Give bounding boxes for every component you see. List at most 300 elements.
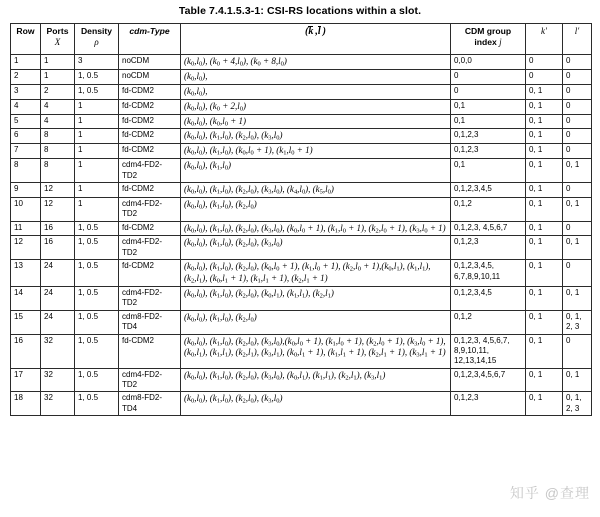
- cell-density-value: 1, 0.5: [78, 237, 99, 247]
- cell-density: [75, 144, 119, 159]
- cell-row: [11, 260, 41, 287]
- cell-cdm-group-index: [451, 84, 526, 99]
- cell-cdm-type: [119, 334, 181, 368]
- cell-density: [75, 286, 119, 310]
- cell-row: [11, 368, 41, 392]
- cell-ports-value: 2: [44, 85, 49, 95]
- cell-density: [75, 69, 119, 84]
- cell-ports-value: 12: [44, 183, 53, 193]
- cell-k-prime: [526, 221, 563, 236]
- cell-ports: [41, 310, 75, 334]
- cell-cdm-group-index: [451, 159, 526, 183]
- cell-kl-value: $(k_0,l_0)$, $(k_1,l_0)$, $(k_2,l_0)$, $(k_3,l_0)$, $(k_0,l_1)$, $(k_1,l_1)$, $(k_2,l_1)$, $(k_3,l_1)$: [184, 369, 386, 382]
- cell-cdm-type: [119, 99, 181, 114]
- cell-row: [11, 144, 41, 159]
- table-row: [11, 182, 592, 197]
- cell-k-prime: [526, 159, 563, 183]
- column-header-ports: [41, 24, 75, 55]
- cell-l-prime: [563, 392, 592, 416]
- cell-cdm-group-index-value: 0,1: [454, 115, 466, 125]
- cell-cdm-type-value: fd-CDM2: [122, 183, 155, 193]
- cell-k-prime: [526, 286, 563, 310]
- cell-kl-value: $(k_0,l_0)$, $(k_1,l_0)$, $(k_2,l_0)$, $(k_3,l_0),(k_0,l_0 + 1)$, $(k_1,l_0 + 1)$, $(k_2,l_0 + 1)$, $(k_3,l_0 + 1)$, $(k_0,l_1)$, $(k_1,l_1)$, $(k_2,l_1)$, $(k_3,l_1)$, $(k_0,l_1 + 1)$, $(k_1,l_1 + 1)$, $(k_2,l_1 + 1)$, $(k_3,l_1 + 1)$: [184, 335, 446, 360]
- cell-l-prime-value: 0, 1: [566, 369, 580, 379]
- column-header-cdm-group-sub-text: index: [474, 37, 497, 48]
- cell-cdm-type-value: fd-CDM2: [122, 130, 155, 140]
- cell-ports-value: 4: [44, 115, 49, 125]
- cell-density: [75, 368, 119, 392]
- cell-density: [75, 236, 119, 260]
- cell-cdm-group-index: [451, 368, 526, 392]
- cell-l-prime-value: 0: [566, 56, 571, 65]
- cell-k-prime: [526, 114, 563, 129]
- cell-l-prime: [563, 197, 592, 221]
- cell-row: [11, 236, 41, 260]
- cell-cdm-group-index: [451, 114, 526, 129]
- cell-cdm-type: [119, 182, 181, 197]
- cell-cdm-group-index: [451, 286, 526, 310]
- cell-l-prime-value: 0, 1: [566, 160, 580, 170]
- cell-l-prime-value: 0: [566, 70, 571, 80]
- table-row: [11, 197, 592, 221]
- cell-kl: [181, 310, 451, 334]
- cell-kl-value: $(k_0,l_0)$, $(k_1,l_0)$, $(k_2,l_0)$, $(k_3,l_0)$, $(k_0,l_0 + 1)$, $(k_1,l_0 + 1)$, $(k_2,l_0 + 1)$, $(k_3,l_0 + 1)$: [184, 222, 446, 235]
- cell-k-prime-value: 0, 1: [529, 393, 543, 403]
- cell-cdm-type-value: cdm4-FD2-TD2: [122, 160, 163, 180]
- column-header-cdm-type-label: cdm-Type: [129, 26, 170, 36]
- cell-kl: [181, 368, 451, 392]
- cell-l-prime: [563, 368, 592, 392]
- cell-kl-value: $(k_0,l_0)$, $(k_1,l_0)$, $(k_2,l_0)$: [184, 198, 257, 211]
- cell-row-value: 3: [14, 85, 19, 95]
- cell-ports: [41, 144, 75, 159]
- cell-ports-value: 16: [44, 222, 53, 232]
- cell-cdm-group-index-value: 0,1,2,3,4,5: [454, 287, 492, 297]
- column-header-density-label: Density: [80, 26, 113, 36]
- cell-k-prime: [526, 368, 563, 392]
- cell-cdm-group-index: [451, 55, 526, 70]
- cell-kl-value: $(k_0,l_0)$, $(k_0,l_0 + 1)$: [184, 115, 247, 128]
- cell-density-value: 1: [78, 100, 83, 110]
- cell-kl: [181, 55, 451, 70]
- cell-l-prime-value: 0: [566, 115, 571, 125]
- cell-row: [11, 392, 41, 416]
- cell-ports-value: 8: [44, 130, 49, 140]
- table-row: [11, 144, 592, 159]
- cell-kl-value: $(k_0,l_0)$,: [184, 70, 208, 83]
- column-header-ports-label: Ports: [46, 26, 69, 36]
- cell-k-prime-value: 0, 1: [529, 222, 543, 232]
- table-header: [11, 24, 592, 55]
- cell-l-prime: [563, 260, 592, 287]
- column-header-density: [75, 24, 119, 55]
- cell-ports-value: 32: [44, 393, 53, 403]
- cell-kl-value: $(k_0,l_0)$,: [184, 85, 208, 98]
- cell-density-value: 1: [78, 198, 83, 208]
- cell-cdm-type-value: noCDM: [122, 70, 150, 80]
- cell-ports: [41, 260, 75, 287]
- cell-kl: [181, 129, 451, 144]
- cell-row: [11, 182, 41, 197]
- cell-cdm-group-index-value: 0,1,2,3,4,5,6,7: [454, 369, 506, 379]
- cell-l-prime-value: 0: [566, 85, 571, 95]
- cell-density-value: 1: [78, 160, 83, 170]
- cell-density-value: 1, 0.5: [78, 311, 99, 321]
- cell-density: [75, 197, 119, 221]
- cell-l-prime: [563, 144, 592, 159]
- column-header-l-prime-label: l′: [574, 26, 580, 36]
- column-header-ports-symbol: X: [54, 37, 61, 48]
- cell-ports-value: 16: [44, 237, 53, 247]
- table-row: [11, 286, 592, 310]
- cell-cdm-type: [119, 129, 181, 144]
- cell-k-prime-value: 0, 1: [529, 287, 543, 297]
- cell-density: [75, 55, 119, 70]
- cell-ports: [41, 368, 75, 392]
- cell-density: [75, 182, 119, 197]
- cell-row: [11, 334, 41, 368]
- cell-density-value: 1, 0.5: [78, 70, 99, 80]
- csi-rs-locations-table: [10, 23, 592, 416]
- table-row: [11, 368, 592, 392]
- cell-l-prime: [563, 286, 592, 310]
- cell-k-prime: [526, 197, 563, 221]
- cell-k-prime-value: 0: [529, 56, 534, 65]
- cell-kl-value: $(k_0,l_0)$, $(k_1,l_0)$, $(k_2,l_0)$, $(k_0,l_0 + 1)$, $(k_1,l_0 + 1)$, $(k_2,l_0 + 1),(k_0,l_1)$, $(k_1,l_1)$, $(k_2,l_1)$, $(k_0,l_1 + 1)$, $(k_1,l_1 + 1)$, $(k_2,l_1 + 1)$: [184, 261, 431, 285]
- cell-row-value: 9: [14, 183, 19, 193]
- cell-l-prime-value: 0, 1: [566, 198, 580, 208]
- cell-kl: [181, 69, 451, 84]
- cell-cdm-type: [119, 197, 181, 221]
- cell-density: [75, 84, 119, 99]
- cell-ports: [41, 114, 75, 129]
- cell-cdm-type-value: fd-CDM2: [122, 100, 155, 110]
- cell-ports: [41, 392, 75, 416]
- cell-kl: [181, 197, 451, 221]
- cell-kl: [181, 84, 451, 99]
- cell-cdm-group-index-value: 0: [454, 70, 459, 80]
- cell-k-prime-value: 0: [529, 70, 534, 80]
- cell-cdm-type: [119, 392, 181, 416]
- cell-cdm-type: [119, 236, 181, 260]
- cell-ports-value: 24: [44, 311, 53, 321]
- cell-k-prime-value: 0, 1: [529, 130, 543, 140]
- cell-density-value: 1, 0.5: [78, 287, 99, 297]
- cell-row: [11, 197, 41, 221]
- cell-l-prime-value: 0, 1, 2, 3: [566, 311, 582, 332]
- cell-cdm-type-value: fd-CDM2: [122, 261, 155, 271]
- cell-l-prime-value: 0: [566, 100, 571, 110]
- cell-cdm-group-index-value: 0,1,2,3,4,5: [454, 183, 492, 193]
- table-row: [11, 334, 592, 368]
- table-row: [11, 69, 592, 84]
- cell-kl: [181, 334, 451, 368]
- cell-ports: [41, 99, 75, 114]
- cell-cdm-group-index: [451, 99, 526, 114]
- table-caption: Table 7.4.1.5.3-1: CSI-RS locations within a slot.: [178, 5, 422, 17]
- cell-row-value: 15: [14, 311, 23, 321]
- cell-kl-value: $(k_0,l_0)$, $(k_1,l_0)$, $(k_2,l_0)$: [184, 311, 257, 324]
- cell-l-prime-value: 0: [566, 130, 571, 140]
- cell-ports: [41, 159, 75, 183]
- cell-k-prime: [526, 236, 563, 260]
- cell-cdm-type-value: cdm4-FD2-TD2: [122, 369, 163, 390]
- cell-density-value: 1, 0.5: [78, 222, 99, 232]
- cell-kl: [181, 221, 451, 236]
- cell-kl: [181, 99, 451, 114]
- cell-cdm-type: [119, 69, 181, 84]
- cell-cdm-group-index-value: 0,1,2,3: [454, 237, 479, 247]
- cell-density-value: 1: [78, 130, 83, 140]
- cell-l-prime-value: 0, 1: [566, 287, 580, 297]
- cell-cdm-group-index: [451, 144, 526, 159]
- cell-cdm-group-index-value: 0,1: [454, 100, 466, 110]
- cell-row: [11, 159, 41, 183]
- cell-cdm-group-index: [451, 236, 526, 260]
- table-row: [11, 260, 592, 287]
- cell-k-prime-value: 0, 1: [529, 335, 543, 345]
- cell-cdm-group-index: [451, 129, 526, 144]
- table-row: [11, 310, 592, 334]
- cell-cdm-group-index: [451, 392, 526, 416]
- cell-cdm-type-value: fd-CDM2: [122, 115, 155, 125]
- cell-cdm-type-value: cdm4-FD2-TD2: [122, 198, 163, 219]
- cell-l-prime-value: 0: [566, 335, 571, 345]
- cell-ports-value: 1: [44, 70, 49, 80]
- watermark: 知乎 @查理: [509, 485, 590, 501]
- cell-l-prime: [563, 310, 592, 334]
- cell-k-prime: [526, 144, 563, 159]
- cell-ports-value: 4: [44, 100, 49, 110]
- cell-kl: [181, 286, 451, 310]
- cell-row: [11, 286, 41, 310]
- cell-row-value: 7: [14, 145, 19, 155]
- cell-row: [11, 99, 41, 114]
- cell-cdm-group-index: [451, 197, 526, 221]
- cell-cdm-type-value: fd-CDM2: [122, 85, 155, 95]
- cell-k-prime-value: 0, 1: [529, 160, 543, 170]
- cell-row-value: 14: [14, 287, 23, 297]
- cell-k-prime-value: 0, 1: [529, 100, 543, 110]
- cell-cdm-type: [119, 221, 181, 236]
- cell-ports: [41, 69, 75, 84]
- cell-row-value: 16: [14, 335, 23, 345]
- cell-l-prime: [563, 159, 592, 183]
- cell-ports-value: 32: [44, 335, 53, 345]
- cell-ports-value: 24: [44, 261, 53, 271]
- cell-cdm-group-index-value: 0,1: [454, 160, 466, 170]
- cell-density-value: 1, 0.5: [78, 369, 99, 379]
- cell-l-prime-value: 0, 1: [566, 237, 580, 247]
- cell-row: [11, 129, 41, 144]
- cell-k-prime-value: 0, 1: [529, 145, 543, 155]
- cell-l-prime: [563, 55, 592, 70]
- cell-kl-value: $(k_0,l_0)$, $(k_1,l_0)$, $(k_2,l_0)$, $(k_3,l_0)$: [184, 393, 283, 406]
- cell-row: [11, 69, 41, 84]
- cell-l-prime-value: 0: [566, 222, 571, 232]
- cell-row-value: 11: [14, 222, 23, 232]
- cell-k-prime: [526, 129, 563, 144]
- column-header-k-prime-label: k′: [541, 26, 547, 36]
- cell-ports-value: 24: [44, 287, 53, 297]
- cell-l-prime: [563, 221, 592, 236]
- cell-row-value: 4: [14, 100, 19, 110]
- cell-cdm-type: [119, 260, 181, 287]
- cell-l-prime: [563, 182, 592, 197]
- cell-k-prime: [526, 182, 563, 197]
- cell-cdm-type: [119, 286, 181, 310]
- cell-cdm-group-index-value: 0,1,2,3: [454, 393, 479, 403]
- cell-row: [11, 114, 41, 129]
- cell-k-prime-value: 0, 1: [529, 115, 543, 125]
- table-row: [11, 221, 592, 236]
- cell-ports: [41, 334, 75, 368]
- cell-row-value: 1: [14, 56, 19, 65]
- cell-cdm-group-index-value: 0: [454, 85, 459, 95]
- cell-l-prime-value: 0: [566, 183, 571, 193]
- cell-l-prime: [563, 69, 592, 84]
- cell-cdm-type-value: noCDM: [122, 56, 150, 65]
- cell-density: [75, 221, 119, 236]
- cell-l-prime-value: 0, 1, 2, 3: [566, 393, 582, 413]
- cell-row: [11, 84, 41, 99]
- cell-kl-value: $(k_0,l_0)$, $(k_1,l_0)$, $(k_2,l_0)$, $(k_3,l_0)$: [184, 237, 283, 250]
- table-row: [11, 392, 592, 416]
- cell-cdm-group-index: [451, 69, 526, 84]
- table-row: [11, 159, 592, 183]
- cell-l-prime-value: 0: [566, 261, 571, 271]
- cell-ports-value: 32: [44, 369, 53, 379]
- cell-ports: [41, 182, 75, 197]
- cell-k-prime-value: 0, 1: [529, 237, 543, 247]
- cell-row: [11, 55, 41, 70]
- cell-k-prime: [526, 55, 563, 70]
- cell-kl: [181, 182, 451, 197]
- cell-k-prime: [526, 310, 563, 334]
- cell-l-prime: [563, 99, 592, 114]
- cell-row-value: 17: [14, 369, 23, 379]
- cell-density: [75, 392, 119, 416]
- cell-cdm-type: [119, 159, 181, 183]
- cell-density-value: 3: [78, 56, 83, 65]
- cell-cdm-type-value: cdm8-FD2-TD4: [122, 311, 163, 332]
- table-row: [11, 129, 592, 144]
- cell-row-value: 2: [14, 70, 19, 80]
- cell-row-value: 13: [14, 261, 23, 271]
- cell-l-prime-value: 0: [566, 145, 571, 155]
- cell-k-prime-value: 0, 1: [529, 183, 543, 193]
- cell-row-value: 8: [14, 160, 19, 170]
- column-header-cdm-group-label: CDM group: [464, 26, 512, 36]
- cell-row-value: 6: [14, 130, 19, 140]
- cell-density-value: 1, 0.5: [78, 335, 99, 345]
- column-header-kl: [181, 24, 451, 55]
- cell-density-value: 1: [78, 145, 83, 155]
- column-header-l-prime: [563, 24, 592, 55]
- table-row: [11, 99, 592, 114]
- cell-density: [75, 99, 119, 114]
- cell-kl: [181, 159, 451, 183]
- cell-kl-value: $(k_0,l_0)$, $(k_1,l_0)$, $(k_2,l_0)$, $(k_0,l_1)$, $(k_1,l_1)$, $(k_2,l_1)$: [184, 287, 334, 300]
- cell-density: [75, 114, 119, 129]
- cell-k-prime-value: 0, 1: [529, 198, 543, 208]
- column-header-cdm-group-sub: [454, 37, 522, 49]
- table-row: [11, 55, 592, 70]
- cell-density: [75, 334, 119, 368]
- cell-kl-value: $(k_0,l_0)$, $(k_0 + 4,l_0)$, $(k_0 + 8,l_0)$: [184, 56, 287, 68]
- cell-density-value: 1, 0.5: [78, 85, 99, 95]
- table-row: [11, 84, 592, 99]
- cell-l-prime: [563, 114, 592, 129]
- cell-cdm-group-index: [451, 310, 526, 334]
- cell-row-value: 10: [14, 198, 23, 208]
- cell-ports: [41, 197, 75, 221]
- cell-kl: [181, 114, 451, 129]
- column-header-row-label: Row: [16, 26, 35, 36]
- cell-ports: [41, 129, 75, 144]
- cell-cdm-group-index: [451, 260, 526, 287]
- column-header-cdm-type: [119, 24, 181, 55]
- cell-k-prime-value: 0, 1: [529, 369, 543, 379]
- table-row: [11, 114, 592, 129]
- cell-cdm-type-value: fd-CDM2: [122, 222, 155, 232]
- cell-density-value: 1, 0.5: [78, 261, 99, 271]
- column-header-cdm-group-symbol: j: [499, 37, 502, 48]
- cell-density-value: 1: [78, 183, 83, 193]
- cell-l-prime: [563, 236, 592, 260]
- cell-kl-value: $(k_0,l_0)$, $(k_1,l_0)$, $(k_0,l_0 + 1)$, $(k_1,l_0 + 1)$: [184, 145, 313, 157]
- column-header-row: [11, 24, 41, 55]
- cell-cdm-group-index: [451, 182, 526, 197]
- cell-kl-value: $(k_0,l_0)$, $(k_1,l_0)$, $(k_2,l_0)$, $(k_3,l_0)$: [184, 130, 283, 142]
- cell-cdm-type-value: cdm4-FD2-TD2: [122, 237, 163, 257]
- cell-k-prime: [526, 260, 563, 287]
- cell-ports: [41, 55, 75, 70]
- cell-density: [75, 310, 119, 334]
- cell-cdm-group-index: [451, 221, 526, 236]
- cell-k-prime: [526, 334, 563, 368]
- cell-ports-value: 1: [44, 56, 49, 65]
- cell-l-prime: [563, 129, 592, 144]
- cell-kl: [181, 236, 451, 260]
- cell-density-value: 1, 0.5: [78, 393, 99, 403]
- cell-row: [11, 310, 41, 334]
- cell-ports: [41, 286, 75, 310]
- table-row: [11, 236, 592, 260]
- cell-kl-value: $(k_0,l_0)$, $(k_1,l_0)$, $(k_2,l_0)$, $(k_3,l_0)$, $(k_4,l_0)$, $(k_5,l_0)$: [184, 183, 334, 196]
- cell-kl-value: $(k_0,l_0)$, $(k_1,l_0)$: [184, 160, 231, 172]
- cell-ports: [41, 84, 75, 99]
- cell-k-prime: [526, 99, 563, 114]
- cell-kl-value: $(k_0,l_0)$, $(k_0 + 2,l_0)$: [184, 100, 247, 113]
- cell-kl: [181, 260, 451, 287]
- cell-cdm-type-value: cdm4-FD2-TD2: [122, 287, 163, 308]
- cell-l-prime: [563, 334, 592, 368]
- column-header-k-prime: [526, 24, 563, 55]
- cell-row-value: 18: [14, 393, 23, 403]
- cell-cdm-group-index-value: 0,1,2,3: [454, 130, 479, 140]
- cell-cdm-type: [119, 310, 181, 334]
- cell-row-value: 12: [14, 237, 23, 247]
- cell-cdm-type: [119, 84, 181, 99]
- column-header-density-symbol: ρ: [94, 37, 99, 48]
- cell-density-value: 1: [78, 115, 83, 125]
- cell-cdm-type-value: fd-CDM2: [122, 145, 155, 155]
- cell-cdm-type: [119, 114, 181, 129]
- cell-cdm-group-index-value: 0,1,2,3, 4,5,6,7: [454, 222, 508, 232]
- cell-row: [11, 221, 41, 236]
- cell-cdm-group-index-value: 0,1,2,3, 4,5,6,7, 8,9,10,11, 12,13,14,15: [454, 335, 510, 366]
